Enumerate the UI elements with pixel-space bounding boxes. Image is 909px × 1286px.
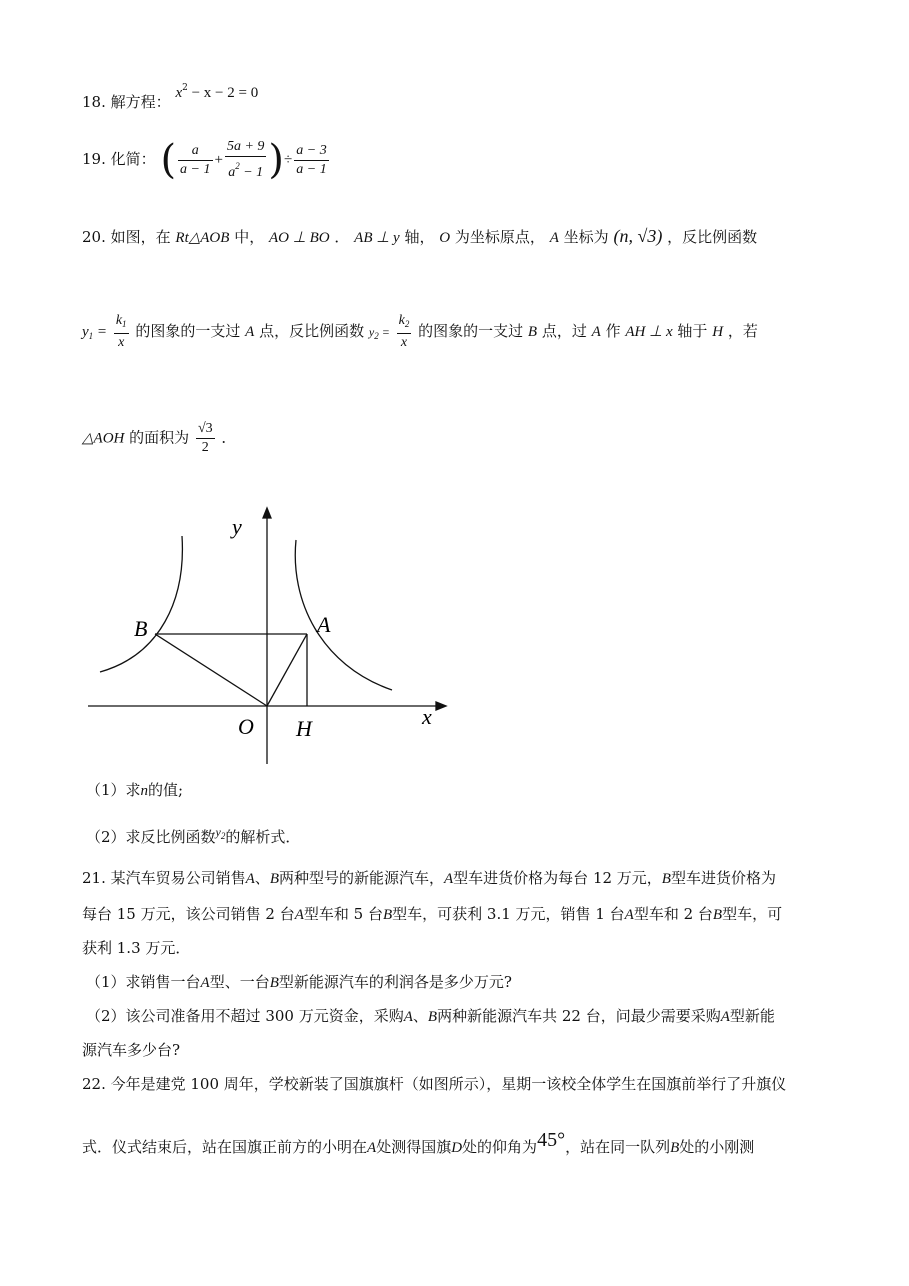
segment-OB (155, 634, 267, 706)
curve-y1 (295, 540, 392, 690)
q19-text: 化简： (110, 150, 156, 168)
k1-over-x: $\frac{k_1}{x}$ (115, 313, 127, 350)
question-20-sub-2: （2）求反比例函数$^{y_2}$的解析式． (86, 825, 301, 846)
x-axis-arrow (436, 702, 446, 710)
question-20-sub-1: （1）求n的值; (86, 781, 184, 799)
k2-over-x: $\frac{k_2}{x}$ (398, 313, 410, 350)
q18-equation: $x^2 - x - 2 = 0$ (175, 83, 259, 101)
question-20-line-3: △AOH 的面积为 $\frac{√3}{2}$ ． (82, 421, 237, 455)
y2-symbol-small: y2 (215, 825, 226, 841)
q19-expression: ( $\frac{a}{a - 1}$ + $\frac{5a + 9}{a^2 - 1}$ )÷ $\frac{a - 3}{a - 1}$ (160, 137, 327, 183)
question-20-line-1: 20. 如图，在 Rt△AOB 中， AO ⊥ BO ． AB ⊥ y 轴， O 为坐标原点， A 坐标为 (n, √3) ，反比例函数 (82, 226, 758, 246)
label-O: O (238, 714, 254, 739)
segment-OA (267, 634, 307, 706)
angle-45: 45° (537, 1129, 566, 1151)
y-axis-arrow (263, 508, 271, 518)
question-21-sub-2-cont: 源汽车多少台? (82, 1041, 181, 1059)
question-21-line-1: 21. 某汽车贸易公司销售A、B两种型号的新能源汽车，A型车进货价格为每台 12 万元，B型车进货价格为 (82, 869, 776, 887)
question-21-line-3: 获利 1.3 万元． (82, 939, 191, 957)
label-H: H (296, 716, 312, 741)
label-B: B (134, 616, 148, 641)
question-21-sub-1: （1）求销售一台A型、一台B型新能源汽车的利润各是多少万元? (86, 973, 512, 991)
question-20-line-2: $y_1$ = $\frac{k_1}{x}$ 的图象的一支过 A 点，反比例函数 $y_2$ = $\frac{k_2}{x}$ 的图象的一支过 B 点，过 A 作 AH ⊥ x 轴于 H ，若 (82, 313, 758, 350)
y1-symbol: $y_1$ = (82, 324, 108, 341)
question-21-line-2: 每台 15 万元，该公司销售 2 台A型车和 5 台B型车，可获利 3.1 万元，销售 1 台A型车和 2 台B型车，可 (82, 905, 783, 923)
label-y: y (232, 514, 242, 539)
question-21-sub-2: （2）该公司准备用不超过 300 万元资金，采购A、B两种新能源汽车共 22 台，问最少需要采购A型新能 (86, 1007, 775, 1025)
curve-y2 (100, 536, 182, 672)
question-22-line-1: 22. 今年是建党 100 周年，学校新装了国旗旗杆（如图所示），星期一该校全体学生在国旗前举行了升旗仪 (82, 1075, 787, 1093)
question-22-line-2: 式．仪式结束后，站在国旗正前方的小明在A处测得国旗D处的仰角为45°，站在同一队列B处的小刚测 (82, 1129, 755, 1156)
label-A: A (317, 612, 331, 637)
q18-text: 解方程： (110, 93, 171, 111)
sqrt3-over-2: $\frac{√3}{2}$ (197, 421, 213, 455)
q19-number: 19. (82, 150, 106, 168)
label-x: x (422, 704, 432, 729)
q18-number: 18. (82, 93, 106, 111)
y2-symbol: $y_2$ = (368, 325, 390, 341)
